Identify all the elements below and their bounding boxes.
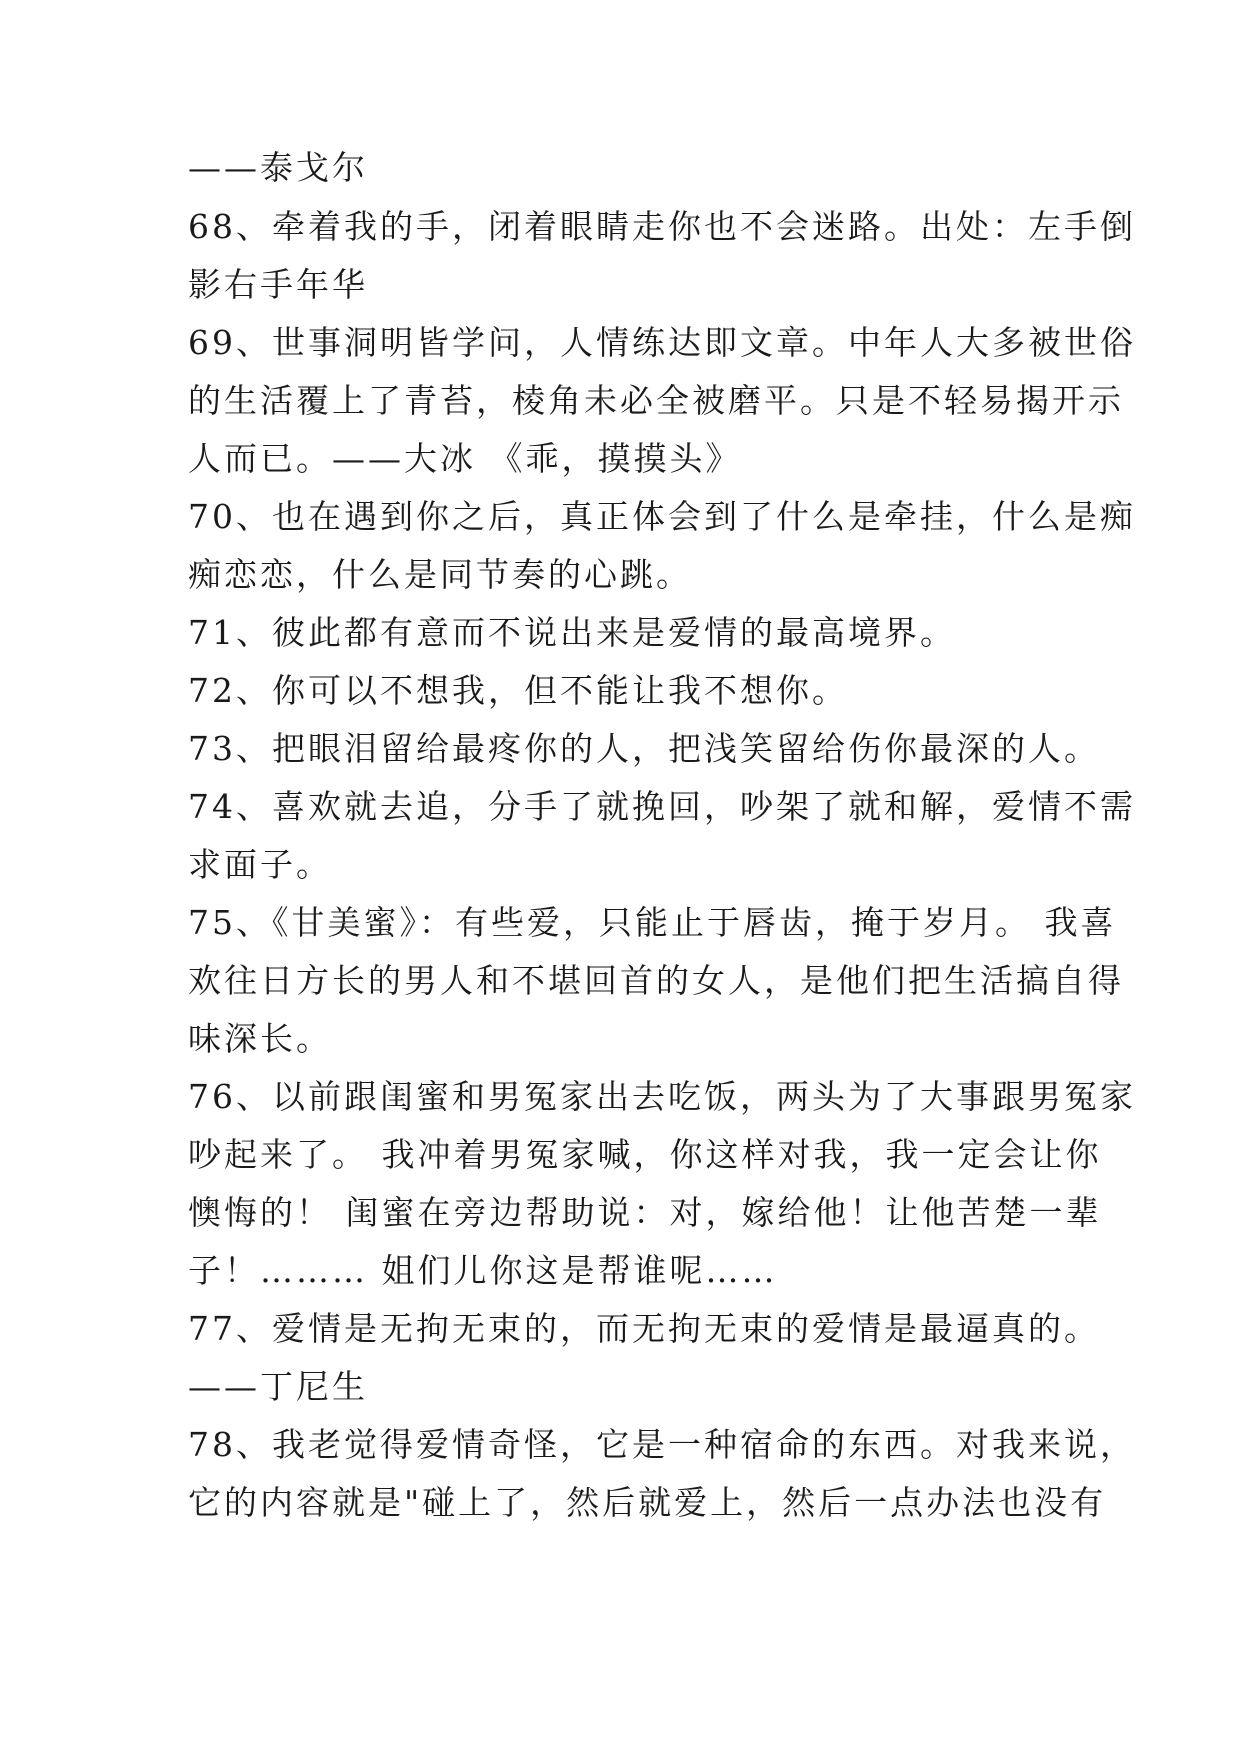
text-line-17: 76、以前跟闺蜜和男冤家出去吃饭，两头为了大事跟男冤家 <box>188 1077 1136 1116</box>
text-line-15: 欢往日方长的男人和不堪回首的女人，是他们把生活搞自得 <box>188 961 1124 1000</box>
text-line-22: ——丁尼生 <box>188 1367 368 1406</box>
text-line-23: 78、我老觉得爱情奇怪，它是一种宿命的东西。对我来说， <box>188 1425 1136 1464</box>
text-line-6: 人而已。——大冰 《乖，摸摸头》 <box>188 439 742 478</box>
text-line-13: 求面子。 <box>188 845 332 884</box>
text-line-21: 77、爱情是无拘无束的，而无拘无束的爱情是最逼真的。 <box>188 1309 1100 1348</box>
text-line-4: 69、世事洞明皆学问，人情练达即文章。中年人大多被世俗 <box>188 323 1136 362</box>
text-line-9: 71、彼此都有意而不说出来是爱情的最高境界。 <box>188 613 956 652</box>
text-line-14: 75、《甘美蜜》：有些爱，只能止于唇齿，掩于岁月。 我喜 <box>188 903 1117 942</box>
text-line-20: 子！……… 姐们儿你这是帮谁呢…… <box>188 1251 778 1290</box>
text-line-19: 懊悔的！ 闺蜜在旁边帮助说：对，嫁给他！让他苦楚一辈 <box>188 1193 1102 1232</box>
text-line-12: 74、喜欢就去追，分手了就挽回，吵架了就和解，爱情不需 <box>188 787 1136 826</box>
text-line-3: 影右手年华 <box>188 265 368 304</box>
text-line-11: 73、把眼泪留给最疼你的人，把浅笑留给伤你最深的人。 <box>188 729 1100 768</box>
text-line-10: 72、你可以不想我，但不能让我不想你。 <box>188 671 848 710</box>
text-line-18: 吵起来了。 我冲着男冤家喊，你这样对我，我一定会让你 <box>188 1135 1102 1174</box>
text-line-1: ——泰戈尔 <box>188 148 368 187</box>
text-line-5: 的生活覆上了青苔，棱角未必全被磨平。只是不轻易揭开示 <box>188 381 1124 420</box>
text-line-2: 68、牵着我的手，闭着眼睛走你也不会迷路。出处：左手倒 <box>188 207 1136 246</box>
text-line-24: 它的内容就是"碰上了，然后就爱上，然后一点办法也没有 <box>188 1483 1107 1522</box>
text-line-7: 70、也在遇到你之后，真正体会到了什么是牵挂，什么是痴 <box>188 497 1136 536</box>
text-line-8: 痴恋恋，什么是同节奏的心跳。 <box>188 555 692 594</box>
text-line-16: 味深长。 <box>188 1019 332 1058</box>
